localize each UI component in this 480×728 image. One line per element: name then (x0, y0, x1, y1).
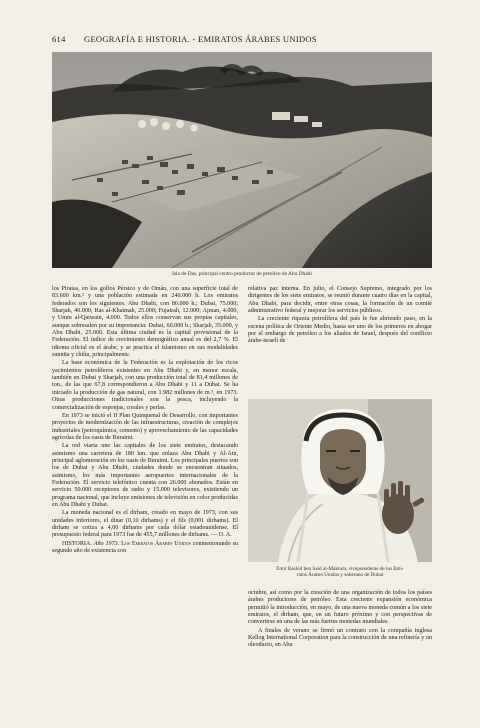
paragraph: A finales de verano se firmó un contrato con la compañía inglesa Kellog International Corporation para la construcción de una refinería y un oleoducto, en Abu (248, 627, 432, 649)
paragraph: octubre, así como por la creación de una organización de todos los países árabes productores de petróleo. Esta creciente expansión económica permitió la introducción, en mayo, de una nueva moneda común a los siete emiratos, el dirham, que, en un futuro próximo y con perspectivas de convertirse en una de las más fuertes monedas mundiales. (248, 590, 432, 626)
caption-line: ratos Árabes Unidos y soberano de Dubai (296, 572, 384, 579)
section-heading: HISTORIA. (62, 540, 92, 547)
caption-line: Emir Rashid ben Said al-Maktum, vicepresidente de los Emi- (276, 566, 404, 572)
paragraph: los Piratas, en los golfos Pérsico y de Omán, con una superficie total de 83.600 km.² y una población estimada en 240.000 h. Los emiratos federados son los siguientes. Abu Dhabi, con 80.000 h.; Dubai, 75.000; Sharjah, 40.000; Ras al-Khaimah, 25.000; Fujairah, 12.000; Ajman, 4.000, y Umm al-Qaiwain, 4.000. Todos ellos conservan sus propias capitales, aunque sobresalen por su importancia: Dubai, 60.000 h.; Sharjah, 35.000, y Abu Dhabi, 25.000. Esta última ciudad es la capital provisional de la Federación. El índice de crecimiento demográfico anual es del 2,7 %. El idioma oficial es el árabe, y se practica el islamismo en sus modalidades sunnita y chiíta, principalmente. (52, 286, 238, 359)
paragraph: La base económica de la Federación es la explotación de los ricos yacimientos petrolíferos existentes en Abu Dhabi y, en menor escala, también en Dubai y Sharjah, con una producción total de 81,4 millones de ton., de las que 67,8 correspondieron a Abu Dhabi y 11 a Dubai. Se ha iniciado la producción de gas natural, con 1.982 millones de m.³, en 1973. Otras producciones tradicionales son la pesca, incluyendo la comercialización de esponjas, corales y perlas. (52, 360, 238, 411)
page-number: 614 (52, 34, 66, 44)
paragraph-text: conmemorando su segundo año de existencia con (52, 540, 238, 555)
page-header (52, 34, 428, 48)
year-label: Año 1973. (93, 540, 120, 547)
photo-caption: Isla de Das, principal centro productor de petróleo de Abu Dhabi (172, 271, 312, 277)
emir-portrait-photo (248, 399, 432, 562)
portrait-caption (248, 566, 432, 579)
paragraph: relativa paz interna. En julio, el Consejo Supremo, integrado por los dirigentes de los siete emiratos, se reunió durante cuatro días en la capital, Abu Dhabi, para decidir, entre otras cosas, la formación de un comité administrativo federal y mejorar los servicios públicos. (248, 286, 432, 315)
oil-field-aerial-photo (52, 52, 432, 268)
paragraph: La red viaria une las capitales de los siete emiratos, destacando asimismo una carretera de 180 km. que enlaza Abu Dhabi y Al-Ain, principal aglomeración en los oasis de Buraimi. Los principales puertos son los de Dubai y Abu Dhabi, ciudades donde se encuentran situados, asimismo, los más importantes aeropuertos internacionales de la Federación. El servicio telefónico cuenta con 26.000 abonados. Están en servicio 50.000 receptores de radio y 15.000 televisores, existiendo un programa nacional, que incluye emisiones de televisión en color producidas en Abu Dhabi y Dubai. (52, 443, 238, 508)
country-name: Los Emiratos Árabes Unidos (121, 540, 191, 547)
paragraph: La moneda nacional es el dirham, creado en mayo de 1973, con sus unidades inferiores, el dinar (0,10 dirhams) y el fils (0,001 dirhams). El dirham se cotiza a 4,00 dirhams por cada dólar estadounidense. El presupuesto federal para 1973 fue de 455,7 millones de dirhams. — O. A. (52, 510, 238, 539)
right-text-column-top (248, 286, 432, 347)
history-paragraph (52, 541, 238, 556)
right-text-column-bottom (248, 590, 432, 651)
paragraph: La creciente riqueza petrolífera del país le fue abriendo paso, en la escena política de Oriente Medio, hasta ser uno de los primeros en abogar por el embargo de petróleo a los aliados de Israel, después del conflicto árabe-israelí de (248, 316, 432, 345)
left-text-column (52, 286, 238, 556)
running-title: GEOGRAFÍA E HISTORIA. - EMIRATOS ÁRABES UNIDOS (84, 34, 317, 44)
paragraph: En 1973 se inició el II Plan Quinquenal de Desarrollo, con importantes proyectos de modernización de las infraestructuras, creación de complejos industriales (petroquímica, cemento) y aprovechamiento de las capacidades agrícolas de los oasis de Buraimi. (52, 412, 238, 441)
